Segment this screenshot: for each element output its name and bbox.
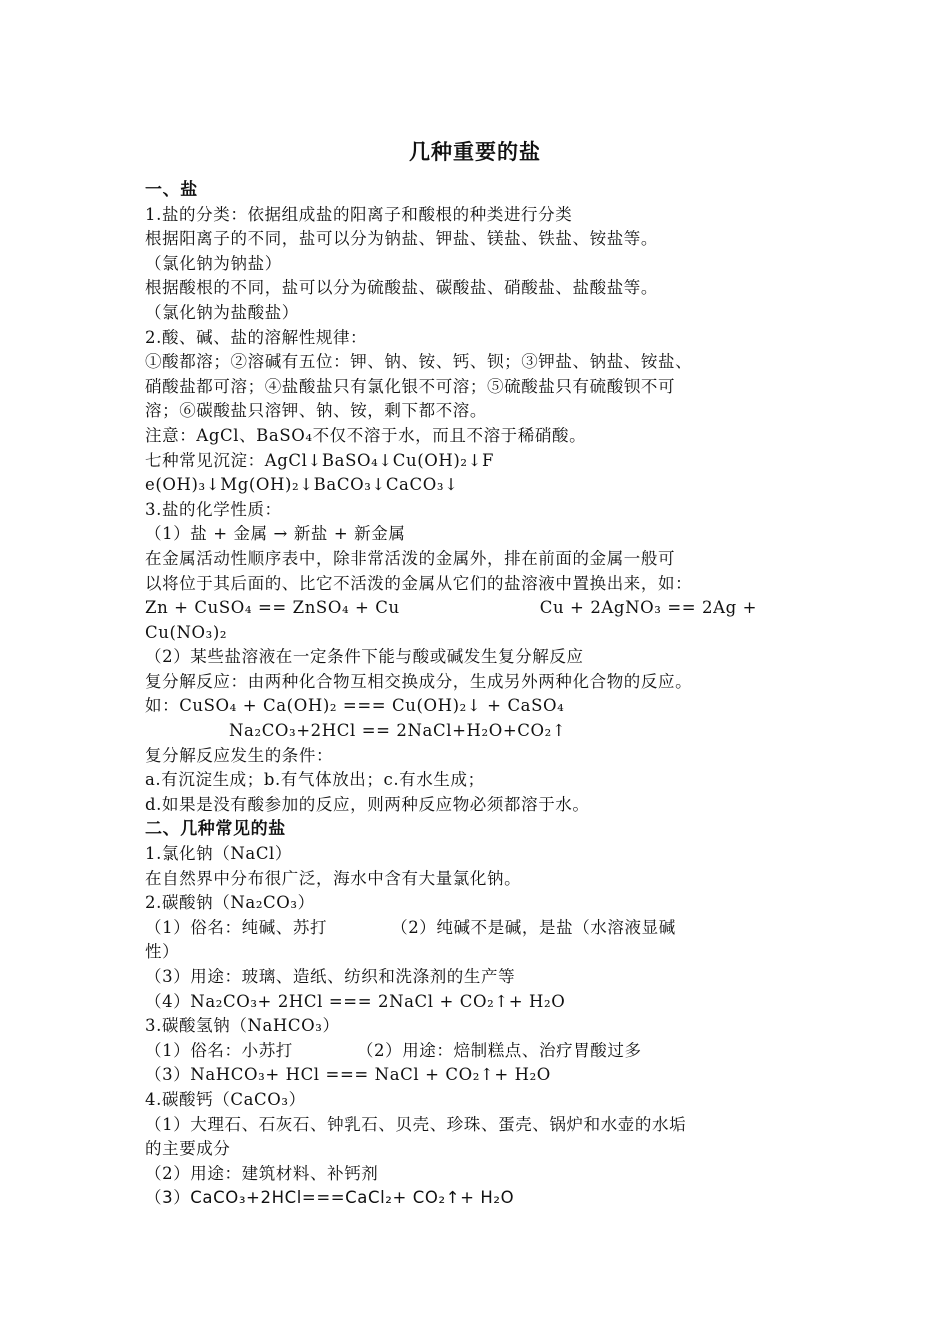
text-line: 注意：AgCl、BaSO₄不仅不溶于水，而且不溶于稀硝酸。 [145, 425, 587, 445]
text-line: 复分解反应：由两种化合物互相交换成分，生成另外两种化合物的反应。 [145, 671, 693, 691]
document-body [145, 178, 815, 1211]
text-line: （1）盐 + 金属 → 新盐 + 新金属 [145, 524, 406, 544]
text-line: 七种常见沉淀：AgCl↓BaSO₄↓Cu(OH)₂↓F [145, 450, 495, 470]
text-line: （3）NaHCO₃+ HCl === NaCl + CO₂↑+ H₂O [145, 1065, 551, 1085]
text-line: 复分解反应发生的条件： [145, 745, 334, 765]
text-line: 在自然界中分布很广泛，海水中含有大量氯化钠。 [145, 868, 522, 888]
text-line: （2）用途：建筑材料、补钙剂 [145, 1163, 379, 1183]
text-line: a.有沉淀生成；b.有气体放出；c.有水生成； [145, 770, 485, 790]
section-heading-salts: 一、盐 [145, 180, 198, 200]
equation-line [145, 596, 815, 621]
equation-caco3-hcl: （3）CaCO₃+2HCl===CaCl₂+ CO₂↑+ H₂O [145, 1188, 515, 1208]
text-line: 3.盐的化学性质： [145, 499, 282, 519]
equation-cu-agno3: Cu + 2AgNO₃ == 2Ag + [539, 598, 758, 618]
text-line: 硝酸盐都可溶；④盐酸盐只有氯化银不可溶；⑤硫酸盐只有硫酸钡不可 [145, 376, 676, 396]
text-line: （2）某些盐溶液在一定条件下能与酸或碱发生复分解反应 [145, 647, 584, 667]
text-line: 的主要成分 [145, 1139, 231, 1159]
sodium-bicarbonate-use: （2）用途：焙制糕点、治疗胃酸过多 [356, 1040, 642, 1060]
text-line: 4.碳酸钙（CaCO₃） [145, 1089, 306, 1109]
sodium-carbonate-note: （2）纯碱不是碱，是盐（水溶液显碱 [391, 917, 676, 937]
text-line: （4）Na₂CO₃+ 2HCl === 2NaCl + CO₂↑+ H₂O [145, 991, 566, 1011]
text-line: d.如果是没有酸参加的反应，则两种反应物必须都溶于水。 [145, 794, 590, 814]
text-line: e(OH)₃↓Mg(OH)₂↓BaCO₃↓CaCO₃↓ [145, 475, 459, 495]
text-line: ①酸都溶；②溶碱有五位：钾、钠、铵、钙、钡；③钾盐、钠盐、铵盐、 [145, 352, 693, 372]
text-line: 性） [145, 942, 180, 962]
text-line: 根据酸根的不同，盐可以分为硫酸盐、碳酸盐、硝酸盐、盐酸盐等。 [145, 278, 658, 298]
text-line [145, 916, 815, 941]
text-line [145, 1039, 815, 1064]
text-line: （氯化钠为盐酸盐） [145, 302, 299, 322]
text-line: 在金属活动性顺序表中，除非常活泼的金属外，排在前面的金属一般可 [145, 548, 676, 568]
equation-na2co3-hcl: Na₂CO₃+2HCl == 2NaCl+H₂O+CO₂↑ [229, 721, 567, 741]
text-line: 溶；⑥碳酸盐只溶钾、钠、铵，剩下都不溶。 [145, 401, 487, 421]
sodium-bicarbonate-name: （1）俗名：小苏打 [145, 1040, 293, 1060]
text-line: Cu(NO₃)₂ [145, 622, 228, 642]
sodium-carbonate-name: （1）俗名：纯碱、苏打 [145, 917, 328, 937]
text-line: （1）大理石、石灰石、钟乳石、贝壳、珍珠、蛋壳、锅炉和水壶的水垢 [145, 1114, 687, 1134]
text-line: （3）用途：玻璃、造纸、纺织和洗涤剂的生产等 [145, 967, 516, 986]
text-line: 1.盐的分类：依据组成盐的阳离子和酸根的种类进行分类 [145, 204, 573, 224]
text-line: 以将位于其后面的、比它不活泼的金属从它们的盐溶液中置换出来，如： [145, 573, 693, 593]
section-heading-common-salts: 二、几种常见的盐 [145, 819, 286, 840]
text-line: 根据阳离子的不同，盐可以分为钠盐、钾盐、镁盐、铁盐、铵盐等。 [145, 229, 658, 249]
text-line: 如：CuSO₄ + Ca(OH)₂ === Cu(OH)₂↓ + CaSO₄ [145, 696, 565, 716]
page-title: 几种重要的盐 [409, 140, 541, 164]
text-line: 3.碳酸氢钠（NaHCO₃） [145, 1016, 340, 1036]
text-line: 2.碳酸钠（Na₂CO₃） [145, 893, 315, 913]
text-line: 2.酸、碱、盐的溶解性规律： [145, 327, 368, 347]
text-line: 1.氯化钠（NaCl） [145, 844, 293, 864]
text-line: （氯化钠为钠盐） [145, 253, 282, 273]
equation-zn-cuso4: Zn + CuSO₄ == ZnSO₄ + Cu [145, 598, 400, 618]
